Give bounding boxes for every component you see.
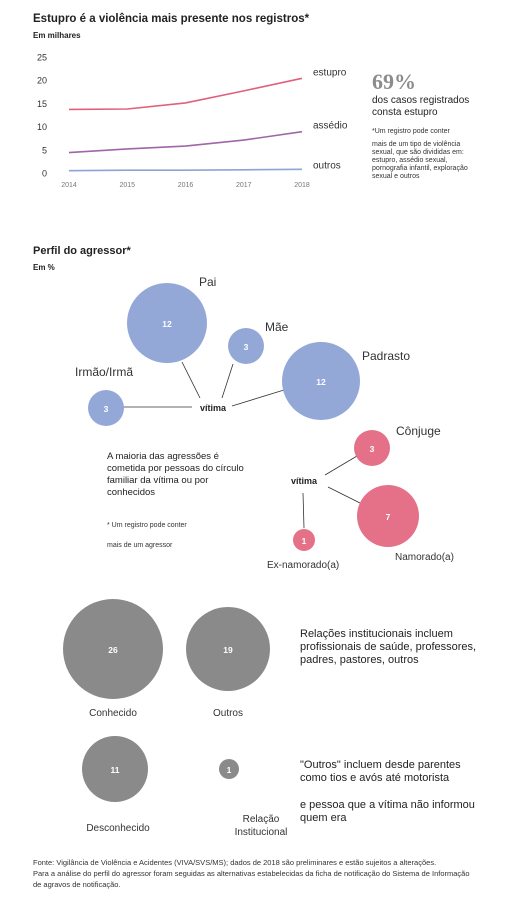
institutional-text: Relações institucionais incluem profissionais de saúde, professores, padres, pastores, outros: [300, 628, 477, 666]
x-tick-label: 2017: [235, 182, 252, 189]
value-mae: 3: [243, 342, 249, 352]
outros-text-2: e pessoa que a vítima não informou quem era: [300, 799, 475, 824]
profile-unit: Em %: [33, 263, 55, 272]
value-outros: 19: [223, 645, 233, 655]
x-tick-label: 2015: [119, 182, 136, 189]
line-chart-footnote: *Um registro pode conter mais de um tipo de violência sexual, que são divididas em: estupro, assédio sexual, pornografia infantil, exploração sexual e outros: [372, 128, 468, 180]
victim-label-family: vítima: [200, 403, 227, 413]
stat-text: dos casos registrados consta estupro: [372, 95, 470, 118]
series-label-0: estupro: [313, 67, 347, 79]
value-namorado: 7: [385, 512, 391, 522]
series-label-1: assédio: [313, 120, 348, 132]
connector-ex: [303, 493, 304, 528]
connector-padrasto: [232, 390, 284, 406]
connector-pai: [182, 362, 200, 398]
label-irmao: Irmão/Irmã: [75, 365, 134, 379]
x-tick-label: 2014: [61, 182, 77, 189]
profile-title: Perfil do agressor*: [33, 245, 131, 257]
connector-conjuge: [325, 456, 357, 475]
y-tick-label: 5: [41, 145, 47, 156]
stat-value: 69%: [372, 69, 416, 94]
value-ex-namorado: 1: [301, 536, 307, 546]
label-mae: Mãe: [265, 320, 289, 334]
label-relacao: Relação Institucional: [234, 814, 288, 838]
value-desconhecido: 11: [110, 765, 120, 775]
victim-label-partner: vítima: [291, 476, 318, 486]
value-irmao: 3: [103, 404, 109, 414]
label-conhecido: Conhecido: [89, 708, 137, 719]
y-tick-label: 20: [36, 75, 47, 86]
value-conhecido: 26: [108, 645, 118, 655]
x-tick-label: 2018: [294, 182, 310, 189]
value-conjuge: 3: [369, 444, 375, 454]
value-pai: 12: [162, 319, 172, 329]
label-conjuge: Cônjuge: [396, 424, 441, 438]
outros-text: "Outros" incluem desde parentes como tios e avós até motorista: [300, 759, 461, 784]
value-relacao: 1: [226, 765, 232, 775]
connector-mae: [222, 364, 233, 398]
series-label-2: outros: [313, 160, 341, 172]
line-chart-unit: Em milhares: [33, 31, 81, 40]
label-desconhecido: Desconhecido: [86, 823, 150, 834]
y-tick-label: 0: [41, 168, 47, 179]
label-ex-namorado: Ex-namorado(a): [267, 560, 340, 571]
value-padrasto: 12: [316, 377, 326, 387]
label-padrasto: Padrasto: [362, 349, 411, 363]
source-note: Fonte: Vigilância de Violência e Acidentes (VIVA/SVS/MS); dados de 2018 são preliminares e estão sujeitos a alterações. Para a análise do perfil do agressor foram seguidas as alternativas estabelecidas da ficha de notificação do Sistema de Informação de agravos de notificação.: [33, 858, 470, 889]
y-tick-label: 25: [36, 52, 47, 63]
line-chart-title: Estupro é a violência mais presente nos registros*: [33, 13, 310, 25]
profile-paragraph: A maioria das agressões é cometida por pessoas do círculo familiar da vítima ou por conhecidos: [107, 451, 244, 498]
label-outros: Outros: [212, 708, 244, 719]
label-pai: Pai: [199, 275, 217, 289]
y-tick-label: 15: [36, 98, 47, 109]
label-namorado: Namorado(a): [395, 552, 454, 563]
connector-namorado: [328, 487, 360, 503]
y-tick-label: 10: [36, 122, 47, 133]
x-tick-label: 2016: [177, 182, 194, 189]
profile-note: * Um registro pode conter mais de um agressor: [107, 522, 187, 549]
